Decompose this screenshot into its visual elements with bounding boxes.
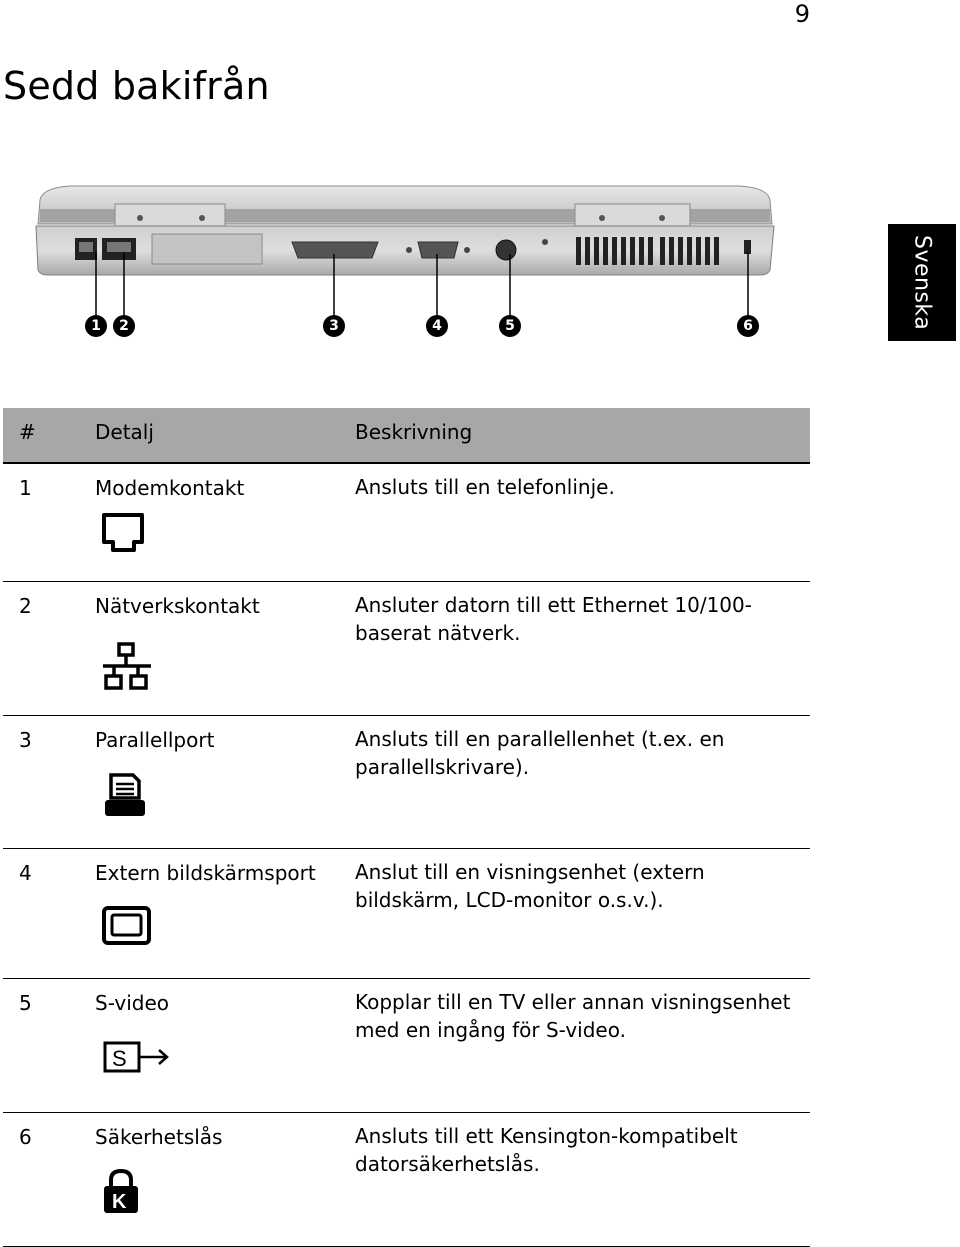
- row-description: Ansluts till en parallellenhet (t.ex. en parallellskrivare).: [355, 727, 725, 779]
- row-num: 5: [19, 991, 32, 1015]
- row-detail: S-video: [95, 991, 170, 1015]
- row-num: 6: [19, 1125, 32, 1149]
- page-number: 9: [794, 0, 810, 28]
- callout-1: 1: [85, 315, 107, 337]
- svg-text:S: S: [112, 1046, 127, 1071]
- table-header: [3, 408, 810, 464]
- network-icon: [101, 642, 153, 692]
- row-num: 1: [19, 476, 32, 500]
- row-detail: Modemkontakt: [95, 476, 245, 500]
- laptop-rear-view-image: [30, 182, 780, 287]
- table-row: [3, 849, 810, 979]
- callout-2: 2: [113, 315, 135, 337]
- row-description: Ansluts till en telefonlinje.: [355, 475, 615, 499]
- row-description: Anslut till en visningsenhet (extern bildskärm, LCD-monitor o.s.v.).: [355, 860, 705, 912]
- callout-3: 3: [323, 315, 345, 337]
- ports-table: [3, 408, 810, 1247]
- kensington-lock-icon: [101, 1168, 141, 1216]
- row-detail: Säkerhetslås: [95, 1125, 223, 1149]
- table-row: [3, 464, 810, 582]
- row-description: Ansluter datorn till ett Ethernet 10/100-baserat nätverk.: [355, 593, 752, 645]
- callout-5: 5: [499, 315, 521, 337]
- monitor-icon: [101, 905, 153, 947]
- table-row: [3, 1113, 810, 1247]
- row-detail: Parallellport: [95, 728, 215, 752]
- row-detail: Extern bildskärmsport: [95, 861, 316, 885]
- header-description: Beskrivning: [355, 420, 473, 444]
- table-row: [3, 979, 810, 1113]
- row-detail: Nätverkskontakt: [95, 594, 260, 618]
- header-num: #: [19, 420, 36, 444]
- printer-icon: [101, 772, 149, 820]
- svg-text:K: K: [112, 1191, 127, 1213]
- callout-lines: [0, 0, 960, 360]
- header-detail: Detalj: [95, 420, 154, 444]
- page-title: Sedd bakifrån: [3, 64, 270, 108]
- table-row: [3, 582, 810, 716]
- callout-6: 6: [737, 315, 759, 337]
- table-row: [3, 716, 810, 849]
- modem-jack-icon: [101, 512, 149, 556]
- s-video-icon: [101, 1039, 171, 1075]
- callout-4: 4: [426, 315, 448, 337]
- row-description: Ansluts till ett Kensington-kompatibelt datorsäkerhetslås.: [355, 1124, 738, 1176]
- language-tab: [888, 224, 956, 341]
- language-tab-label: Svenska: [909, 234, 935, 331]
- row-num: 4: [19, 861, 32, 885]
- row-num: 3: [19, 728, 32, 752]
- row-description: Kopplar till en TV eller annan visningsenhet med en ingång för S-video.: [355, 990, 791, 1042]
- row-num: 2: [19, 594, 32, 618]
